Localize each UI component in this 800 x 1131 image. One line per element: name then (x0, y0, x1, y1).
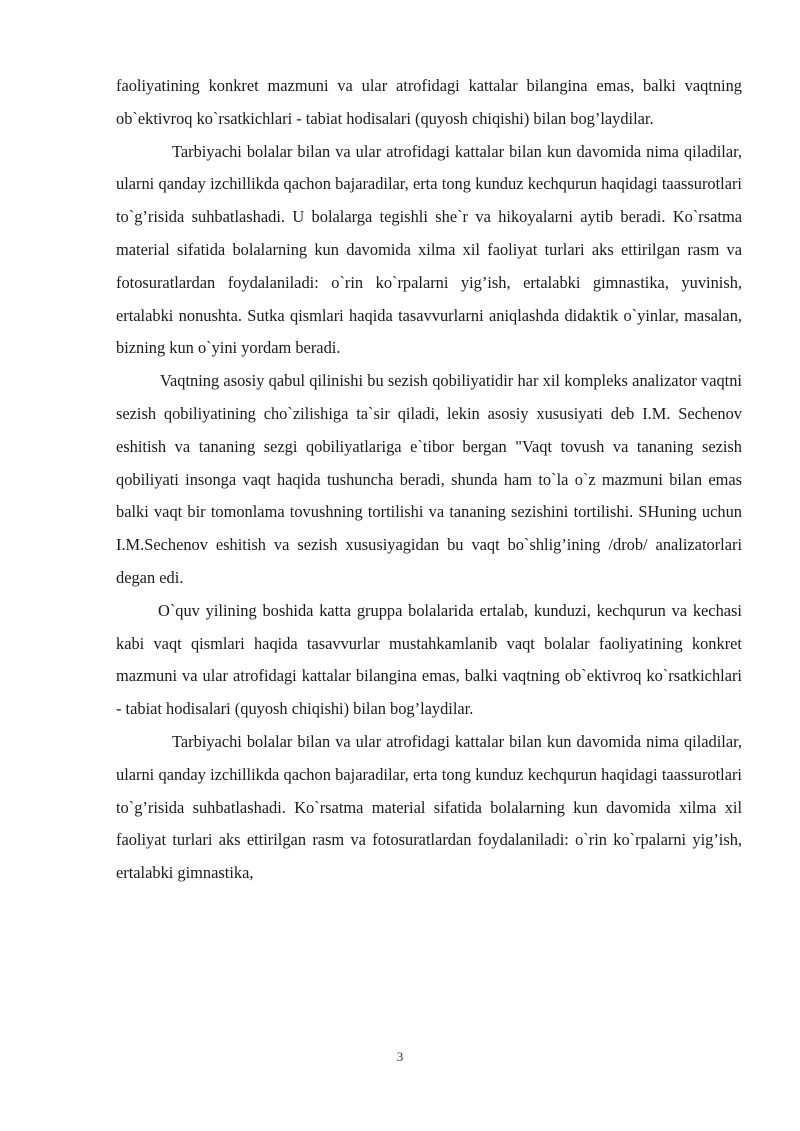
body-text (116, 70, 742, 890)
paragraph-continuation: faoliyatining konkret mazmuni va ular atrofidagi kattalar bilangina emas, balki vaqtning ob`ektivroq ko`rsatkichlari - tabiat hodisalari (quyosh chiqishi) bilan bog’laydilar. (116, 76, 742, 128)
page-number: 3 (396, 1049, 404, 1064)
paragraph-oquv-yilining: O`quv yilining boshida katta gruppa bolalarida ertalab, kunduzi, kechqurun va kechasi kabi vaqt qismlari haqida tasavvurlar mustahkamlanib vaqt bolalar faoliyatining konkret mazmuni va ular atrofidagi kattalar bilangina emas, balki vaqtning ob`ektivroq ko`rsatkichlari - tabiat hodisalari (quyosh chiqishi) bilan bog’laydilar. (116, 600, 742, 719)
paragraph-tarbiyachi-repeat: Tarbiyachi bolalar bilan va ular atrofidagi kattalar bilan kun davomida nima qiladilar, ularni qanday izchillikda qachon bajaradilar, erta tong kunduz kechqurun haqidagi taassurotlari to`g’risida suhbatlashadi. Ko`rsatma material sifatida bolalarning kun davomida xilma xil faoliyat turlari aks ettirilgan rasm va fotosuratlardan foydalaniladi: o`rin ko`rpalarni yig’ish, ertalabki gimnastika, (116, 731, 742, 883)
paragraph-vaqtning-asosiy: Vaqtning asosiy qabul qilinishi bu sezish qobiliyatidir har xil kompleks analizator vaqtni sezish qobiliyatining cho`zilishiga ta`sir qiladi, lekin asosiy xususiyati deb I.M. Sechenov eshitish va tananing sezgi qobiliyatlariga e`tibor bergan "Vaqt tovush va tananing sezish qobiliyati insonga vaqt haqida tushuncha beradi, shunda ham to`la o`z mazmuni bilan emas balki vaqt bir tomonlama tovushning tortilishi va tananing sezishini tortilishi. SHuning uchun I.M.Sechenov eshitish va sezish xususiyagidan bu vaqt bo`shlig’ining /drob/ analizatorlari degan edi. (116, 371, 742, 587)
paragraph-tarbiyachi: Tarbiyachi bolalar bilan va ular atrofidagi kattalar bilan kun davomida nima qiladilar, ularni qanday izchillikda qachon bajaradilar, erta tong kunduz kechqurun haqidagi taassurotlari to`g’risida suhbatlashadi. U bolalarga tegishli she`r va hikoyalarni aytib beradi. Ko`rsatma material sifatida bolalarning kun davomida xilma xil faoliyat turlari aks ettirilgan rasm va fotosuratlardan foydalaniladi: o`rin ko`rpalarni yig’ish, ertalabki gimnastika, yuvinish, ertalabki nonushta. Sutka qismlari haqida tasavvurlarni aniqlashda didaktik o`yinlar, masalan, bizning kun o`yini yordam beradi. (116, 141, 742, 358)
